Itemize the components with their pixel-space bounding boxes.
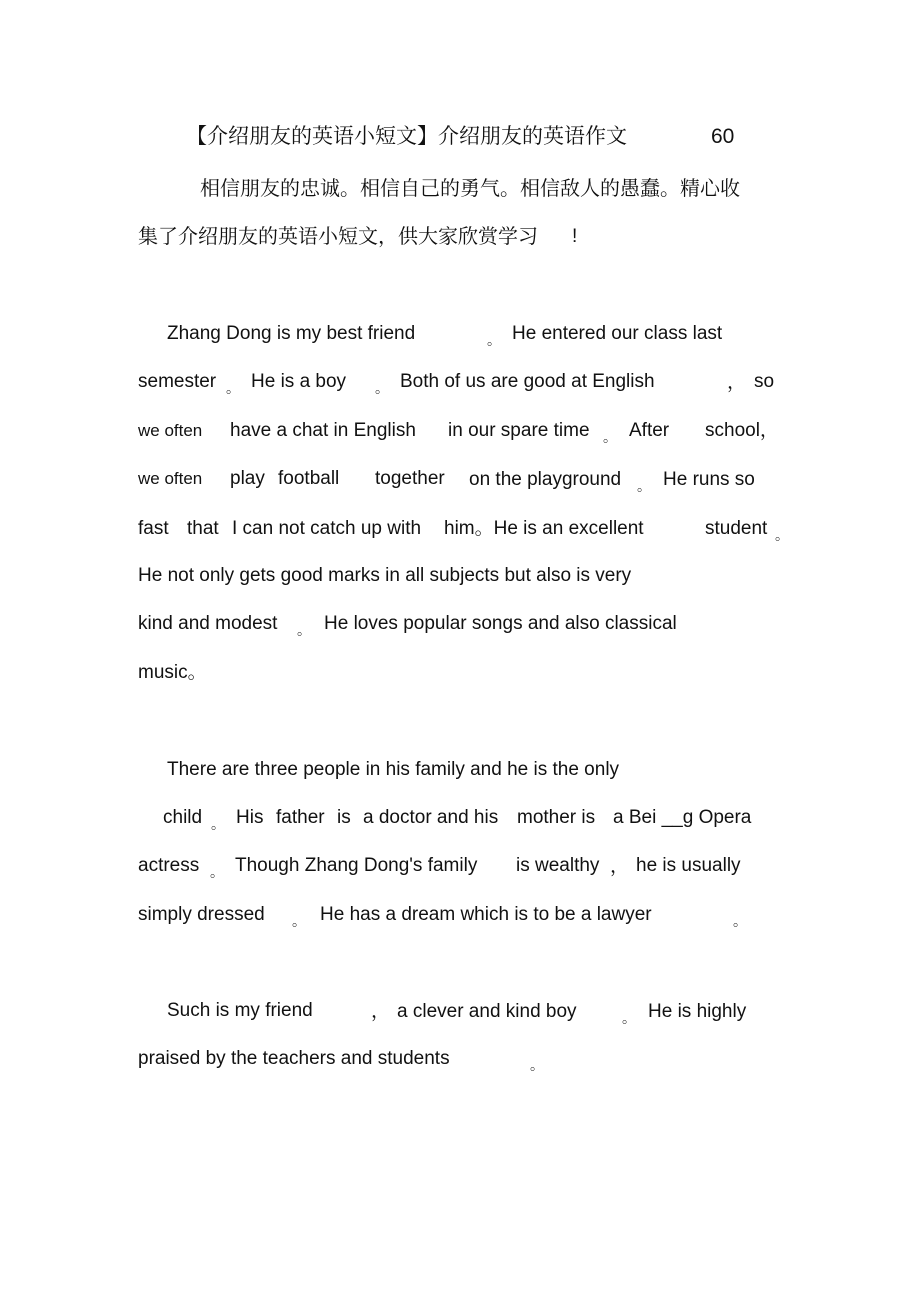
p1-text: He runs so — [663, 469, 755, 490]
p2-text: actress — [138, 855, 200, 876]
p2-text: Though Zhang Dong's family — [235, 855, 478, 876]
p3-punct: 。 — [622, 1010, 636, 1026]
p1-text: He not only gets good marks in all subjects but also is very — [138, 565, 632, 586]
p2-punct: 。 — [211, 816, 225, 832]
p1-text: we often — [138, 421, 203, 440]
p1-text: music。 — [138, 662, 207, 683]
p3-text: praised by the teachers and students — [138, 1048, 450, 1069]
p2-text: is — [337, 807, 351, 828]
intro-line-1: 相信朋友的忠诚。相信自己的勇气。相信敌人的愚蠢。精心收 — [200, 176, 740, 200]
p1-text: He loves popular songs and also classical — [324, 613, 677, 634]
p2-punct: ， — [610, 856, 630, 877]
p1-text: He is a boy — [251, 371, 347, 392]
p2-text: a Bei __g Opera — [613, 807, 752, 828]
p1-text: in our spare time — [448, 420, 590, 441]
p1-punct: 。 — [297, 622, 311, 638]
p2-punct: 。 — [733, 913, 747, 929]
p1-text: on the playground — [469, 469, 622, 490]
p2-text: he is usually — [636, 855, 741, 876]
p1-text: He entered our class last — [512, 323, 723, 344]
p3-text: He is highly — [648, 1001, 747, 1022]
p1-text: Zhang Dong is my best friend — [167, 323, 416, 344]
p1-punct: ， — [727, 372, 747, 393]
p1-text: I can not catch up with — [232, 518, 422, 539]
p1-text: kind and modest — [138, 613, 278, 634]
p1-punct: 。 — [375, 380, 389, 396]
p3-text: Such is my friend — [167, 1000, 313, 1021]
p2-punct: 。 — [210, 864, 224, 880]
intro-exclamation: ! — [572, 226, 578, 247]
p1-text: play — [230, 468, 265, 489]
p1-text: fast — [138, 518, 169, 539]
p1-text: football — [278, 468, 340, 489]
p1-punct: 。 — [637, 478, 651, 494]
p1-punct: 。 — [226, 380, 240, 396]
p2-text: is wealthy — [516, 855, 600, 876]
p1-punct: 。 — [775, 527, 789, 543]
p1-text: have a chat in English — [230, 420, 416, 441]
p1-punct: 。 — [603, 429, 617, 445]
p1-text: so — [754, 371, 775, 392]
p3-punct: 。 — [530, 1057, 544, 1073]
p2-punct: 。 — [292, 913, 306, 929]
p1-punct: 。 — [487, 332, 501, 348]
p2-text: mother is — [517, 807, 596, 828]
p2-text: simply dressed — [138, 904, 265, 925]
p1-text: school， — [705, 420, 779, 441]
p2-text: a doctor and his — [363, 807, 499, 828]
title-text: 【介绍朋友的英语小短文】介绍朋友的英语作文 — [186, 124, 627, 148]
p3-punct: ， — [371, 1001, 391, 1022]
p1-text: we often — [138, 469, 203, 488]
intro-line-2: 集了介绍朋友的英语小短文，供大家欣赏学习 — [138, 224, 538, 248]
p1-text: together — [375, 468, 445, 489]
p2-text: father — [276, 807, 325, 828]
p1-text: that — [187, 518, 219, 539]
p1-text: semester — [138, 371, 217, 392]
p2-text: child — [163, 807, 203, 828]
p3-text: a clever and kind boy — [397, 1001, 577, 1022]
p2-text: He has a dream which is to be a lawyer — [320, 904, 652, 925]
p1-text: Both of us are good at English — [400, 371, 655, 392]
p2-text: His — [236, 807, 264, 828]
p1-text: him。He is an excellent — [444, 518, 644, 539]
p1-text: After — [629, 420, 670, 441]
title-number: 60 — [711, 125, 735, 148]
p2-text: There are three people in his family and he is the only — [167, 759, 620, 780]
p1-text: student — [705, 518, 768, 539]
